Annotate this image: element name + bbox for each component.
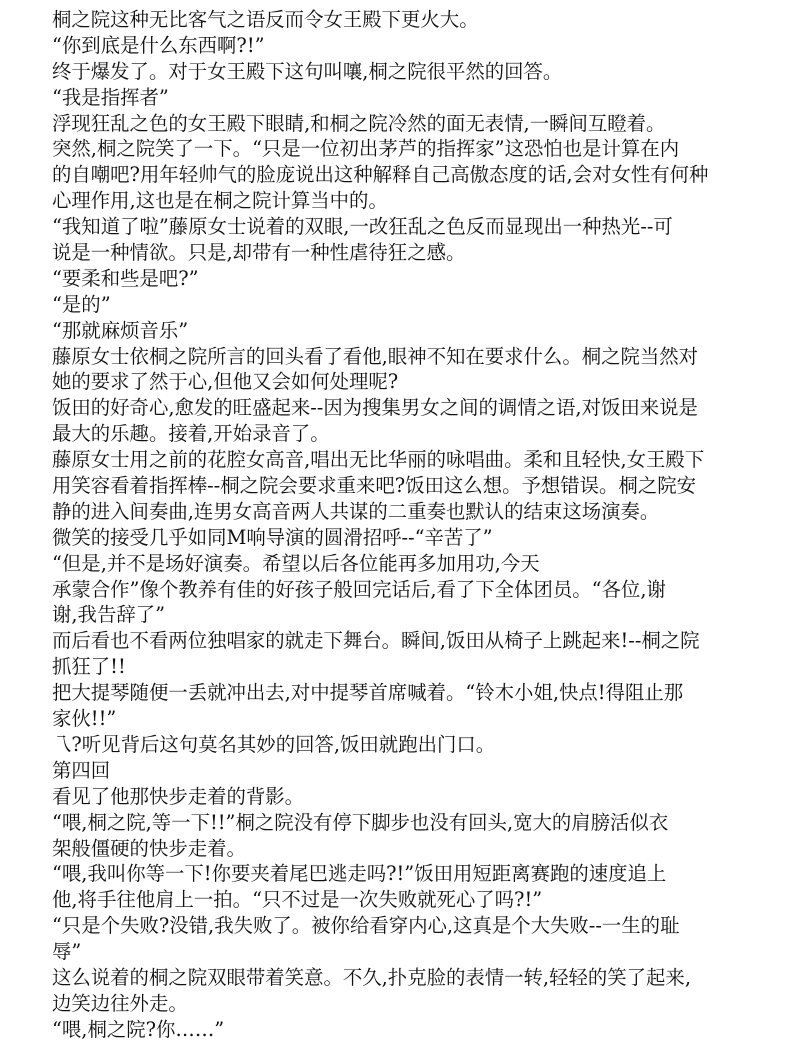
text-line: 而后看也不看两位独唱家的就走下舞台。瞬间,饭田从椅子上跳起来!--桐之院 <box>52 629 700 653</box>
text-line: 说是一种情欲。只是,却带有一种性虐待狂之感。 <box>52 241 466 265</box>
text-line: 浮现狂乱之色的女王殿下眼睛,和桐之院冷然的面无表情,一瞬间互瞪着。 <box>52 111 666 135</box>
text-line: 藤原女士用之前的花腔女高音,唱出无比华丽的咏唱曲。柔和且轻快,女王殿下 <box>52 448 705 472</box>
text-line: 她的要求了然于心,但他又会如何处理呢? <box>52 370 399 394</box>
text-line: 抓狂了!! <box>52 655 126 679</box>
text-line: 谢,我告辞了” <box>52 603 166 627</box>
text-line: 把大提琴随便一丢就冲出去,对中提琴首席喊着。“铃木小姐,快点!得阻止那 <box>52 681 684 705</box>
text-line: 这么说着的桐之院双眼带着笑意。不久,扑克脸的表情一转,轻轻的笑了起来, <box>52 965 691 989</box>
text-line: 静的进入间奏曲,连男女高音两人共谋的二重奏也默认的结束这场演奏。 <box>52 499 660 523</box>
chapter-heading: 第四回 <box>52 758 111 782</box>
text-line: “那就麻烦音乐” <box>52 318 189 342</box>
text-line: 突然,桐之院笑了一下。“只是一位初出茅芦的指挥家”这恐怕也是计算在内 <box>52 137 680 161</box>
text-line: 饭田的好奇心,愈发的旺盛起来--因为搜集男女之间的调情之语,对饭田来说是 <box>52 396 698 420</box>
text-line: 心理作用,这也是在桐之院计算当中的。 <box>52 189 388 213</box>
text-line: 承蒙合作”像个教养有佳的好孩子般回完话后,看了下全体团员。“各位,谢 <box>52 577 666 601</box>
text-line: 家伙!!” <box>52 707 117 731</box>
text-line: 乁?听见背后这句莫名其妙的回答,饭田就跑出门口。 <box>52 732 496 756</box>
text-line: 藤原女士依桐之院所言的回头看了看他,眼神不知在要求什么。桐之院当然对 <box>52 344 699 368</box>
text-line: 桐之院这种无比客气之语反而令女王殿下更火大。 <box>52 8 479 31</box>
text-line: 的自嘲吧?用年轻帅气的脸庞说出这种解释自己高傲态度的话,会对女性有何种 <box>52 163 709 187</box>
text-line: 他,将手往他肩上一拍。“只不过是一次失败就死心了吗?!” <box>52 888 543 912</box>
text-line: “喂,桐之院?你……” <box>52 1017 225 1041</box>
text-line: 微笑的接受几乎如同M响导演的圆滑招呼--“辛苦了” <box>52 525 493 549</box>
text-line: 最大的乐趣。接着,开始录音了。 <box>52 422 330 446</box>
text-line: 架般僵硬的快步走着。 <box>52 836 246 860</box>
text-line: “我是指挥者” <box>52 85 169 109</box>
text-line: “但是,并不是场好演奏。希望以后各位能再多加用功,今天 <box>52 551 540 575</box>
text-line: “喂,桐之院,等一下!!”桐之院没有停下脚步也没有回头,宽大的肩膀活似衣 <box>52 810 669 834</box>
text-line: “你到底是什么东西啊?!” <box>52 33 265 57</box>
text-line: 用笑容看着指挥棒--桐之院会要求重来吧?饭田这么想。予想错误。桐之院安 <box>52 474 696 498</box>
text-line: 终于爆发了。对于女王殿下这句叫嚷,桐之院很平然的回答。 <box>52 59 563 83</box>
text-line: “我知道了啦”藤原女士说着的双眼,一改狂乱之色反而显现出一种热光--可 <box>52 215 673 239</box>
text-line: 辱” <box>52 940 82 964</box>
text-line: 边笑边往外走。 <box>52 991 188 1015</box>
text-line: “只是个失败?没错,我失败了。被你给看穿内心,这真是个大失败--一生的耻 <box>52 914 680 938</box>
text-line: 看见了他那快步走着的背影。 <box>52 784 305 808</box>
text-line: “是的” <box>52 292 111 316</box>
text-line: “喂,我叫你等一下!你要夹着尾巴逃走吗?!”饭田用短距离赛跑的速度追上 <box>52 862 667 886</box>
text-line: “要柔和些是吧?” <box>52 266 199 290</box>
